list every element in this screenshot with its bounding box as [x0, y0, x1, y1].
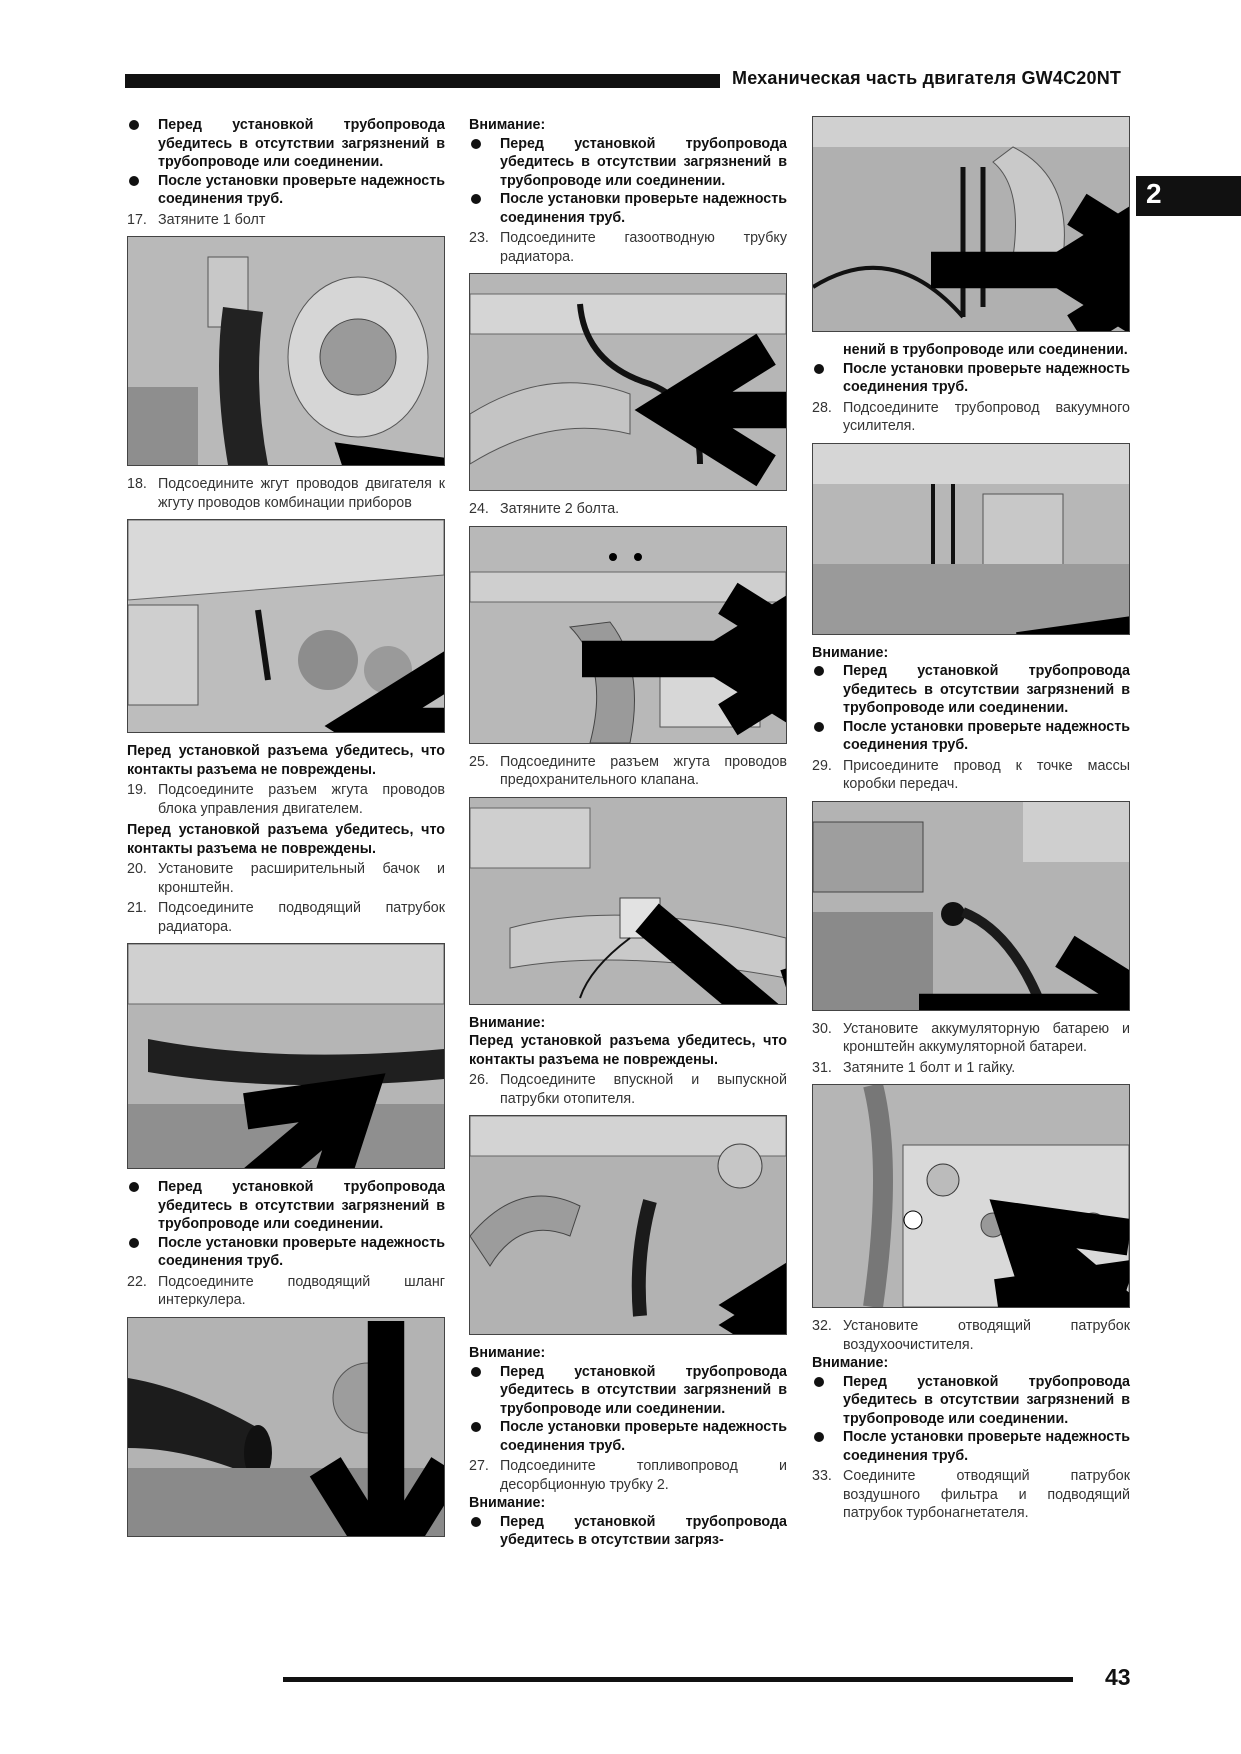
bullet-item: После установки проверьте надежность соединения труб. [812, 1428, 1130, 1465]
bullet-item: После установки проверьте надежность соединения труб. [469, 1418, 787, 1455]
step-text: Соедините отводящий патрубок воздушного фильтра и подводящий патрубок турбонагнетателя. [843, 1468, 1130, 1521]
step-number: 17. [127, 211, 147, 228]
step-text: Подсоедините топливопровод и десорбционную трубку 2. [500, 1458, 787, 1493]
step-25 [469, 753, 787, 790]
step-32 [812, 1317, 1130, 1354]
bullet-item: После установки проверьте надежность соединения труб. [127, 172, 445, 209]
step-24 [469, 500, 787, 519]
step-18 [127, 475, 445, 512]
step-text: Подсоедините жгут проводов двигателя к жгуту проводов комбинации приборов [158, 476, 445, 511]
step-29 [812, 757, 1130, 794]
step-20 [127, 860, 445, 897]
step-text: Присоедините провод к точке массы коробки передач. [843, 757, 1130, 792]
step-text: Подсоедините разъем жгута проводов блока управления двигателем. [158, 782, 445, 817]
step-number: 30. [812, 1020, 832, 1037]
engine-photo-21 [127, 943, 445, 1169]
column-2 [469, 116, 787, 1550]
bullet-item: После установки проверьте надежность соединения труб. [812, 718, 1130, 755]
column-3 [812, 116, 1130, 1523]
step-text: Затяните 1 болт и 1 гайку. [843, 1059, 1016, 1076]
bullet-item: После установки проверьте надежность соединения труб. [127, 1234, 445, 1271]
warning-title: Внимание: [812, 1355, 889, 1371]
engine-photo-31 [812, 1084, 1130, 1308]
step-number: 21. [127, 900, 147, 916]
page-header-title: Механическая часть двигателя GW4C20NT [732, 68, 1122, 88]
arrow-icon [646, 551, 787, 744]
engine-photo-26 [469, 1115, 787, 1335]
step-27 [469, 1457, 787, 1494]
engine-photo-24 [469, 526, 787, 744]
step-number: 25. [469, 753, 489, 770]
step-19 [127, 781, 445, 818]
note-connector: Перед установкой разъема убедитесь, что контакты разъема не повреждены. [469, 1033, 787, 1068]
bullet-item: Перед установкой трубопровода убедитесь в отсутствии загрязнений в трубопроводе или соединении. [127, 116, 445, 172]
arrow-icon [277, 1321, 445, 1537]
step-33 [812, 1467, 1130, 1523]
engine-photo-25 [469, 797, 787, 1005]
step-text: Затяните 2 болта. [500, 501, 620, 517]
step-text: Подсоедините газоотводную трубку радиатора. [500, 230, 787, 265]
step-17 [127, 211, 445, 230]
step-26 [469, 1071, 787, 1108]
step-31 [812, 1059, 1130, 1078]
warning-title: Внимание: [469, 1495, 546, 1511]
engine-photo-23 [469, 273, 787, 491]
step-21 [127, 899, 445, 936]
bullet-item: Перед установкой трубопровода убедитесь в отсутствии загрязнений в трубопроводе или соединении. [469, 135, 787, 191]
step-number: 22. [127, 1273, 147, 1290]
step-23 [469, 229, 787, 266]
step-30 [812, 1020, 1130, 1057]
step-number: 29. [812, 757, 832, 774]
arrow-icon [286, 620, 445, 733]
engine-photo-22 [127, 1317, 445, 1537]
step-number: 33. [812, 1468, 832, 1484]
warning-title: Внимание: [469, 117, 546, 133]
engine-photo-27 [812, 116, 1130, 332]
bullet-item: После установки проверьте надежность соединения труб. [469, 190, 787, 227]
step-text: Установите аккумуляторную батарею и кронштейн аккумуляторной батареи. [843, 1020, 1130, 1055]
footer-bar [283, 1677, 1073, 1682]
page-number: 43 [1105, 1664, 1131, 1690]
step-number: 27. [469, 1458, 489, 1474]
arrow-icon [989, 163, 1130, 332]
bullet-item: Перед установкой трубопровода убедитесь в отсутствии загрязнений в трубопроводе или соединении. [469, 1363, 787, 1419]
step-text: Затяните 1 болт [158, 211, 266, 228]
arrow-icon [919, 908, 1130, 1011]
bullet-item: После установки проверьте надежность соединения труб. [812, 360, 1130, 397]
step-text: Подсоедините впускной и выпускной патрубки отопителя. [500, 1072, 787, 1107]
note-connector: Перед установкой разъема убедитесь, что контакты разъема не повреждены. [127, 743, 445, 778]
step-number: 18. [127, 476, 147, 492]
chapter-number: 2 [1146, 178, 1162, 209]
step-number: 32. [812, 1318, 832, 1334]
arrow-icon [596, 302, 787, 491]
step-number: 26. [469, 1072, 489, 1088]
bullet-item: Перед установкой трубопровода убедитесь в отсутствии загрязнений в трубопроводе или соединении. [812, 662, 1130, 718]
step-text: Подсоедините трубопровод вакуумного усилителя. [843, 399, 1130, 434]
arrow-icon [680, 1216, 787, 1335]
chapter-tab [1136, 176, 1241, 216]
step-text: Установите расширительный бачок и кронштейн. [158, 861, 445, 896]
step-text: Подсоедините подводящий патрубок радиатора. [158, 900, 445, 935]
warning-title: Внимание: [469, 1345, 546, 1361]
step-text: Установите отводящий патрубок воздухоочистителя. [843, 1318, 1130, 1353]
step-number: 23. [469, 230, 489, 246]
column-1 [127, 116, 445, 1546]
warning-title: Внимание: [812, 644, 889, 661]
engine-photo-29 [812, 801, 1130, 1011]
step-text: Подсоедините разъем жгута проводов предохранительного клапана. [500, 753, 787, 788]
step-28 [812, 399, 1130, 436]
note-connector: Перед установкой разъема убедитесь, что контакты разъема не повреждены. [127, 822, 445, 857]
step-number: 28. [812, 399, 832, 416]
step-number: 24. [469, 501, 489, 517]
step-number: 20. [127, 861, 147, 877]
bullet-item: Перед установкой трубопровода убедитесь в отсутствии загрязнений в трубопроводе или соединении. [812, 1373, 1130, 1429]
continued-text: нений в трубопроводе или соединении. [843, 342, 1128, 358]
bullet-item: Перед установкой трубопровода убедитесь в отсутствии загрязнений в трубопроводе или соединении. [127, 1178, 445, 1234]
step-number: 31. [812, 1059, 832, 1076]
engine-photo-17 [127, 236, 445, 466]
step-22 [127, 1273, 445, 1310]
engine-photo-28 [812, 443, 1130, 635]
bullet-item: Перед установкой трубопровода убедитесь в отсутствии загряз- [469, 1513, 787, 1550]
header-bar [125, 74, 720, 88]
warning-title: Внимание: [469, 1014, 546, 1031]
engine-photo-18 [127, 519, 445, 733]
step-text: Подсоедините подводящий шланг интеркулера. [158, 1273, 445, 1308]
step-number: 19. [127, 782, 147, 798]
